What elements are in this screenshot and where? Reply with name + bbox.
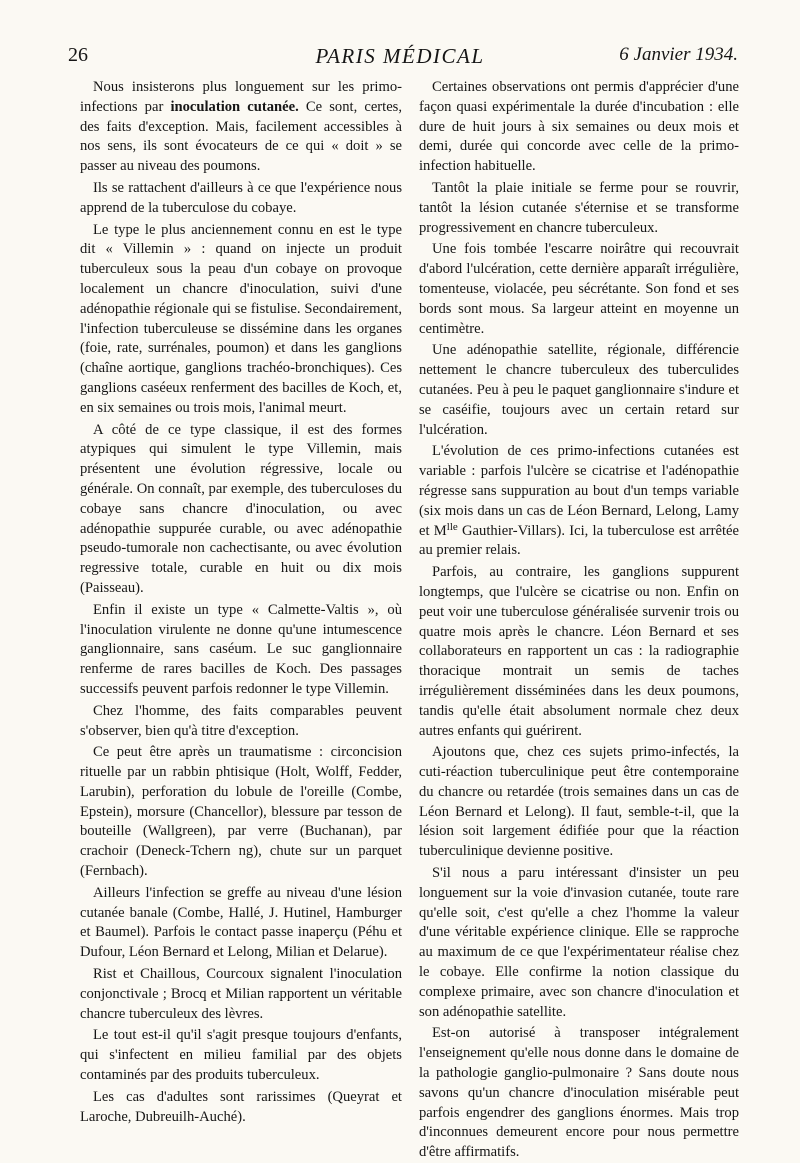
paragraph: Enfin il existe un type « Calmette-Valtis », où l'inoculation virulente ne donne qu'une intumescence ganglionnaire, sans caséum. Le suc ganglionnaire renferme de rares bacilles de Koch. Des passages successifs peuvent parfois redonner le type Villemin. bbox=[80, 601, 402, 697]
left-column bbox=[80, 78, 402, 1127]
paragraph: S'il nous a paru intéressant d'insister un peu longuement sur la voie d'invasion cutanée, toute rare qu'elle soit, c'est qu'elle a chez l'homme la valeur d'une véritable expérience clinique. Elle se rapproche au maximum de ce que l'expérimentateur réalise chez le cobaye. Elle confirme la notion classique du complexe primaire, avec son chancre d'inoculation et son adénopathie satellite. bbox=[419, 865, 739, 1020]
paragraph-text: Nous insisterons plus longuement sur les primo-infections par bbox=[80, 79, 402, 115]
bold-term: inoculation cutanée. bbox=[170, 98, 299, 115]
issue-date: 6 Janvier 1934. bbox=[619, 44, 738, 65]
paragraph bbox=[419, 442, 739, 561]
paragraph: Ajoutons que, chez ces sujets primo-infectés, la cuti-réaction tuberculinique peut être contemporaine du chancre ou retardée (trois semaines dans un cas de Léon Bernard et Lelong). Il faut, semble-t-il, que la lésion soit largement édifiée pour que la réaction tuberculinique devienne positive. bbox=[419, 744, 739, 860]
paragraph bbox=[80, 78, 402, 177]
paragraph-text: L'évolution de ces primo-infections cutanées est variable : parfois l'ulcère se cicatrise et l'adénopathie régresse sans suppuration au bout d'un temps variable (six mois dans un cas de Léon Bernard, Lelong, Lamy et M bbox=[419, 443, 739, 539]
paragraph: Tantôt la plaie initiale se ferme pour se rouvrir, tantôt la lésion cutanée s'éternise et se transforme progressivement en chancre tuberculeux. bbox=[419, 179, 739, 236]
paragraph: Chez l'homme, des faits comparables peuvent s'observer, bien qu'à titre d'exception. bbox=[80, 702, 402, 739]
page-number: 26 bbox=[68, 44, 88, 66]
paragraph: Ils se rattachent d'ailleurs à ce que l'expérience nous apprend de la tuberculose du cobaye. bbox=[80, 179, 402, 216]
paragraph: Une adénopathie satellite, régionale, différencie nettement le chancre tuberculeux des tuberculides cutanées. Peu à peu le paquet ganglionnaire s'indure et se caséifie, toujours avec un certain retard sur l'ulcération. bbox=[419, 342, 739, 438]
paragraph-text: Ce sont, certes, des faits d'exception. Mais, facilement accessibles à nos sens, ils sont évocateurs de ce qui « doit » se passer au niveau des poumons. bbox=[80, 98, 403, 175]
paragraph-text: Gauthier-Villars). Ici, la tuberculose est arrêtée au premier relais. bbox=[419, 522, 739, 559]
paragraph: Ce peut être après un traumatisme : circoncision rituelle par un rabbin phtisique (Holt, Wolff, Fedder, Larubin), perforation du lobule de l'oreille (Combe, Epstein), morsure (Chancellor), blessure par tesson de bouteille (Wallgreen), par verre (Buchanan), par crachoir (Deneck-Tchern ng), chute sur un parquet (Fernbach). bbox=[80, 744, 402, 880]
paragraph: Une fois tombée l'escarre noirâtre qui recouvrait d'abord l'ulcération, cette dernière apparaît irrégulière, tomenteuse, violacée, peu sécrétante. Son fond et ses bords sont mous. Sa largeur atteint en moyenne un centimètre. bbox=[419, 241, 739, 337]
running-header bbox=[0, 44, 800, 74]
superscript: lle bbox=[446, 520, 458, 533]
right-column bbox=[419, 78, 739, 1163]
paragraph: Le type le plus anciennement connu en est le type dit « Villemin » : quand on injecte un produit tuberculeux sous la peau d'un cobaye on provoque localement un chancre d'inoculation, suivi d'une adénopathie régionale qui se fistulise. Secondairement, l'infection tuberculeuse se dissémine dans les organes (foie, rate, surrénales, poumon) et dans les ganglions (chaîne aortique, ganglions trachéo-bronchiques). Ces ganglions caséeux renferment des bacilles de Koch, et, en six semaines ou trois mois, l'animal meurt. bbox=[80, 221, 402, 416]
paragraph: Est-on autorisé à transposer intégralement l'enseignement qu'elle nous donne dans le domaine de la pathologie ganglio-pulmonaire ? Sans doute nous savons qu'un chancre d'inoculation misérable peut parfois engendrer des ganglions énormes. Mais trop d'inconnues demeurent encore pour nous permettre d'être affirmatifs. bbox=[419, 1025, 739, 1161]
journal-title: PARIS MÉDICAL bbox=[315, 44, 485, 68]
paragraph: Parfois, au contraire, les ganglions suppurent longtemps, que l'ulcère se cicatrise ou non. Enfin on peut voir une tuberculose généralisée survenir trois ou quatre mois après le chancre. Léon Bernard et ses collaborateurs en rapportent un cas : la radiographie thoracique montrait un semis de taches irrégulièrement disséminées dans les deux poumons, tandis qu'elle était absolument normale chez deux autres enfants qui guérirent. bbox=[419, 564, 739, 739]
paragraph: Certaines observations ont permis d'apprécier d'une façon quasi expérimentale la durée d'incubation : elle dure de huit jours à six semaines ou deux mois et demi, durée qui concorde avec celle de la primo-infection habituelle. bbox=[419, 79, 739, 175]
paragraph: Le tout est-il qu'il s'agit presque toujours d'enfants, qui s'infectent en milieu familial par des objets contaminés par des produits tuberculeux. bbox=[80, 1027, 402, 1084]
paragraph: Ailleurs l'infection se greffe au niveau d'une lésion cutanée banale (Combe, Hallé, J. Hutinel, Hamburger et Baumel). Parfois le contact passe inaperçu (Péhu et Dufour, Léon Bernard et Lelong, Milian et Delarue). bbox=[80, 884, 402, 961]
paragraph: A côté de ce type classique, il est des formes atypiques qui simulent le type Villemin, mais présentent une évolution régressive, locale ou générale. On connaît, par exemple, des tuberculoses du cobaye sans chancre d'inoculation, ou avec adénopathie suppurée curable, ou avec adénopathie pseudo-tumorale non cachectisante, ou avec évolution regressive totale, curable en huit ou dix mois (Paisseau). bbox=[80, 421, 402, 596]
paragraph: Les cas d'adultes sont rarissimes (Queyrat et Laroche, Dubreuilh-Auché). bbox=[80, 1088, 402, 1125]
paragraph: Rist et Chaillous, Courcoux signalent l'inoculation conjonctivale ; Brocq et Milian rapportent un véritable chancre tuberculeux des lèvres. bbox=[80, 966, 402, 1022]
